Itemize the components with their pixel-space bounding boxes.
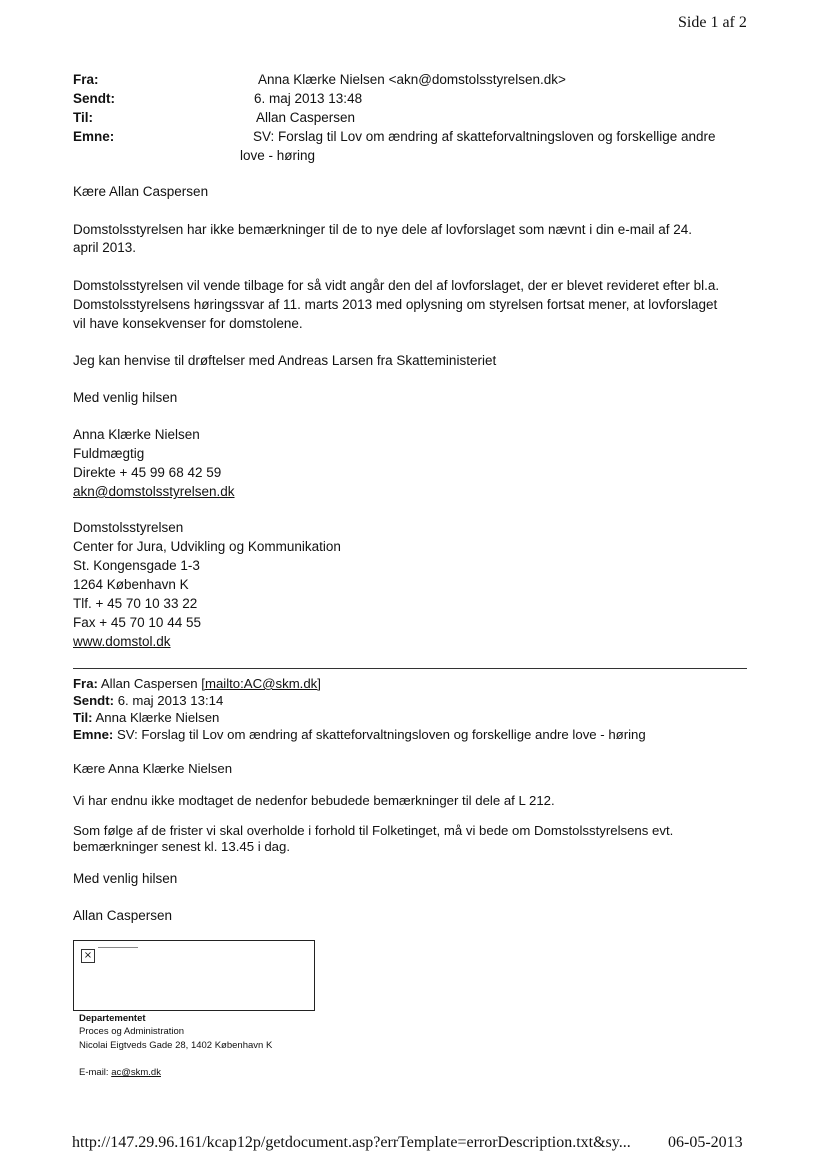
paragraph-2-line3: vil have konsekvenser for domstolene. <box>73 316 303 331</box>
footer-date: 06-05-2013 <box>668 1134 743 1151</box>
quoted-subject-value: SV: Forslag til Lov om ændring af skatteforvaltningsloven og forskellige andre love - høring <box>116 727 646 742</box>
footer-url: http://147.29.96.161/kcap12p/getdocument.asp?errTemplate=errorDescription.txt&sy... <box>72 1134 631 1151</box>
image-caption-line <box>98 947 138 948</box>
paragraph-2-line1: Domstolsstyrelsen vil vende tilbage for så vidt angår den del af lovforslaget, der er blevet revideret efter bl.a. <box>73 278 720 293</box>
signature-org: Domstolsstyrelsen <box>73 520 184 535</box>
subject-value-line2: love - høring <box>240 148 316 163</box>
paragraph-2-line2: Domstolsstyrelsens høringssvar af 11. marts 2013 med oplysning om styrelsen fortsat mener, at lovforslaget <box>73 297 718 312</box>
from-value: Anna Klærke Nielsen <akn@domstolsstyrelsen.dk> <box>258 72 566 87</box>
quoted-from-label: Fra: <box>73 676 98 691</box>
signature-email-link[interactable]: akn@domstolsstyrelsen.dk <box>73 484 235 499</box>
quoted-closing: Med venlig hilsen <box>73 871 178 886</box>
quoted-signature-dept: Proces og Administration <box>79 1026 185 1037</box>
quoted-name: Allan Caspersen <box>73 908 173 923</box>
signature-phone: Tlf. + 45 70 10 33 22 <box>73 596 198 611</box>
quoted-signature-org: Departementet <box>79 1013 146 1024</box>
signature-title: Fuldmægtig <box>73 446 145 461</box>
quoted-mailto-link[interactable]: [mailto:AC@skm.dk] <box>201 676 321 691</box>
quoted-sent-value: 6. maj 2013 13:14 <box>117 693 224 708</box>
quoted-sent-line <box>73 693 223 708</box>
signature-name: Anna Klærke Nielsen <box>73 427 200 442</box>
broken-image-placeholder <box>73 940 315 1011</box>
quoted-paragraph-2-line1: Som følge af de frister vi skal overholde i forhold til Folketinget, må vi bede om Domstolsstyrelsens evt. <box>73 823 674 838</box>
signature-web-link[interactable]: www.domstol.dk <box>73 634 171 649</box>
to-value: Allan Caspersen <box>256 110 356 125</box>
to-label: Til: <box>73 110 93 125</box>
quoted-signature-email-line <box>79 1067 161 1078</box>
quoted-signature-address: Nicolai Eigtveds Gade 28, 1402 København K <box>79 1040 273 1051</box>
subject-value-line1: SV: Forslag til Lov om ændring af skatteforvaltningsloven og forskellige andre <box>253 129 716 144</box>
quoted-paragraph-2-line2: bemærkninger senest kl. 13.45 i dag. <box>73 839 290 854</box>
quoted-subject-label: Emne: <box>73 727 114 742</box>
quote-divider <box>73 668 747 669</box>
paragraph-1-line1: Domstolsstyrelsen har ikke bemærkninger til de to nye dele af lovforslaget som nævnt i din e-mail af 24. <box>73 222 693 237</box>
from-label: Fra: <box>73 72 99 87</box>
quoted-signature-email-label: E-mail: <box>79 1067 112 1078</box>
signature-dept: Center for Jura, Udvikling og Kommunikation <box>73 539 341 554</box>
greeting: Kære Allan Caspersen <box>73 184 209 199</box>
signature-fax: Fax + 45 70 10 44 55 <box>73 615 201 630</box>
quoted-paragraph-1: Vi har endnu ikke modtaget de nedenfor bebudede bemærkninger til dele af L 212. <box>73 793 555 808</box>
paragraph-1-line2: april 2013. <box>73 240 137 255</box>
quoted-to-value: Anna Klærke Nielsen <box>95 710 220 725</box>
quoted-subject-line <box>73 727 646 742</box>
signature-city: 1264 København K <box>73 577 189 592</box>
subject-label: Emne: <box>73 129 115 144</box>
signature-direct-phone: Direkte + 45 99 68 42 59 <box>73 465 222 480</box>
paragraph-3: Jeg kan henvise til drøftelser med Andreas Larsen fra Skatteministeriet <box>73 353 497 368</box>
quoted-from-line <box>73 676 321 691</box>
quoted-greeting: Kære Anna Klærke Nielsen <box>73 761 233 776</box>
quoted-from-value: Allan Caspersen <box>100 676 198 691</box>
signature-street: St. Kongensgade 1-3 <box>73 558 200 573</box>
closing: Med venlig hilsen <box>73 390 178 405</box>
sent-value: 6. maj 2013 13:48 <box>254 91 363 106</box>
sent-label: Sendt: <box>73 91 115 106</box>
quoted-sent-label: Sendt: <box>73 693 115 708</box>
quoted-signature-email-link[interactable]: ac@skm.dk <box>111 1067 161 1078</box>
quoted-to-line <box>73 710 219 725</box>
broken-image-icon: × <box>81 949 95 963</box>
quoted-to-label: Til: <box>73 710 93 725</box>
page-indicator: Side 1 af 2 <box>678 14 747 31</box>
